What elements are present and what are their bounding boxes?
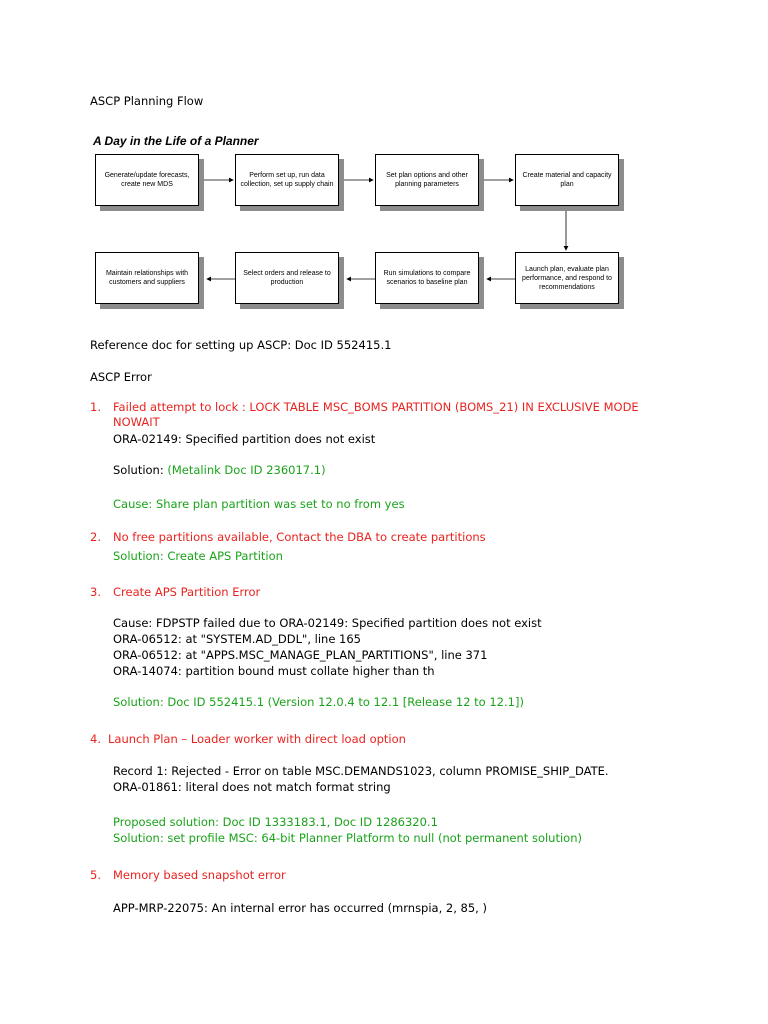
error-2-number: 2. (90, 530, 101, 544)
error-4-line-2: ORA-01861: literal does not match format string (113, 780, 391, 794)
error-3-line-4: ORA-14074: partition bound must collate higher than th (113, 664, 435, 678)
error-1-detail: ORA-02149: Specified partition does not exist (113, 432, 376, 446)
error-3-line-2: ORA-06512: at "SYSTEM.AD_DDL", line 165 (113, 632, 361, 646)
flow-step-6: Run simulations to compare scenarios to baseline plan (375, 252, 479, 304)
error-5-detail: APP-MRP-22075: An internal error has occurred (mrnspia, 2, 85, ) (113, 901, 487, 915)
error-3-line-1: Cause: FDPSTP failed due to ORA-02149: Specified partition does not exist (113, 616, 542, 630)
error-5-number: 5. (90, 868, 101, 882)
error-3-number: 3. (90, 585, 101, 599)
error-3-solution: Solution: Doc ID 552415.1 (Version 12.0.4 to 12.1 [Release 12 to 12.1]) (113, 695, 524, 709)
flow-step-8: Maintain relationships with customers and suppliers (95, 252, 199, 304)
error-2-title: No free partitions available, Contact the DBA to create partitions (113, 530, 486, 544)
error-5-title: Memory based snapshot error (113, 868, 286, 882)
flow-step-3: Set plan options and other planning parameters (375, 154, 479, 206)
error-3-line-3: ORA-06512: at "APPS.MSC_MANAGE_PLAN_PARTITIONS", line 371 (113, 648, 488, 662)
error-4-line-1: Record 1: Rejected - Error on table MSC.DEMANDS1023, column PROMISE_SHIP_DATE. (113, 764, 609, 778)
error-2-solution: Solution: Create APS Partition (113, 549, 283, 563)
flow-step-4: Create material and capacity plan (515, 154, 619, 206)
error-4-number: 4. (90, 732, 101, 746)
error-1-solution-label: Solution: (113, 463, 168, 477)
error-4-proposed-solution: Proposed solution: Doc ID 1333183.1, Doc ID 1286320.1 (113, 815, 438, 829)
error-1-title: Failed attempt to lock : LOCK TABLE MSC_BOMS PARTITION (BOMS_21) IN EXCLUSIVE MODE (113, 400, 639, 414)
flow-step-2: Perform set up, run data collection, set up supply chain (235, 154, 339, 206)
error-1-solution (113, 463, 326, 478)
document-title: ASCP Planning Flow (90, 94, 204, 108)
error-1-solution-value: (Metalink Doc ID 236017.1) (167, 463, 326, 477)
error-4-title: Launch Plan – Loader worker with direct load option (108, 732, 406, 746)
error-1-number: 1. (90, 400, 101, 414)
diagram-heading: A Day in the Life of a Planner (93, 134, 259, 148)
error-3-title: Create APS Partition Error (113, 585, 261, 599)
error-1-cause: Cause: Share plan partition was set to no from yes (113, 497, 405, 511)
flow-step-5: Launch plan, evaluate plan performance, and respond to recommendations (515, 252, 619, 304)
planner-flow-diagram (90, 130, 640, 325)
flow-step-1: Generate/update forecasts, create new MDS (95, 154, 199, 206)
error-1-title-cont: NOWAIT (113, 415, 160, 429)
flow-step-7: Select orders and release to production (235, 252, 339, 304)
error-4-solution: Solution: set profile MSC: 64-bit Planner Platform to null (not permanent solution) (113, 831, 582, 845)
error-heading: ASCP Error (90, 370, 152, 384)
reference-doc: Reference doc for setting up ASCP: Doc ID 552415.1 (90, 338, 392, 352)
